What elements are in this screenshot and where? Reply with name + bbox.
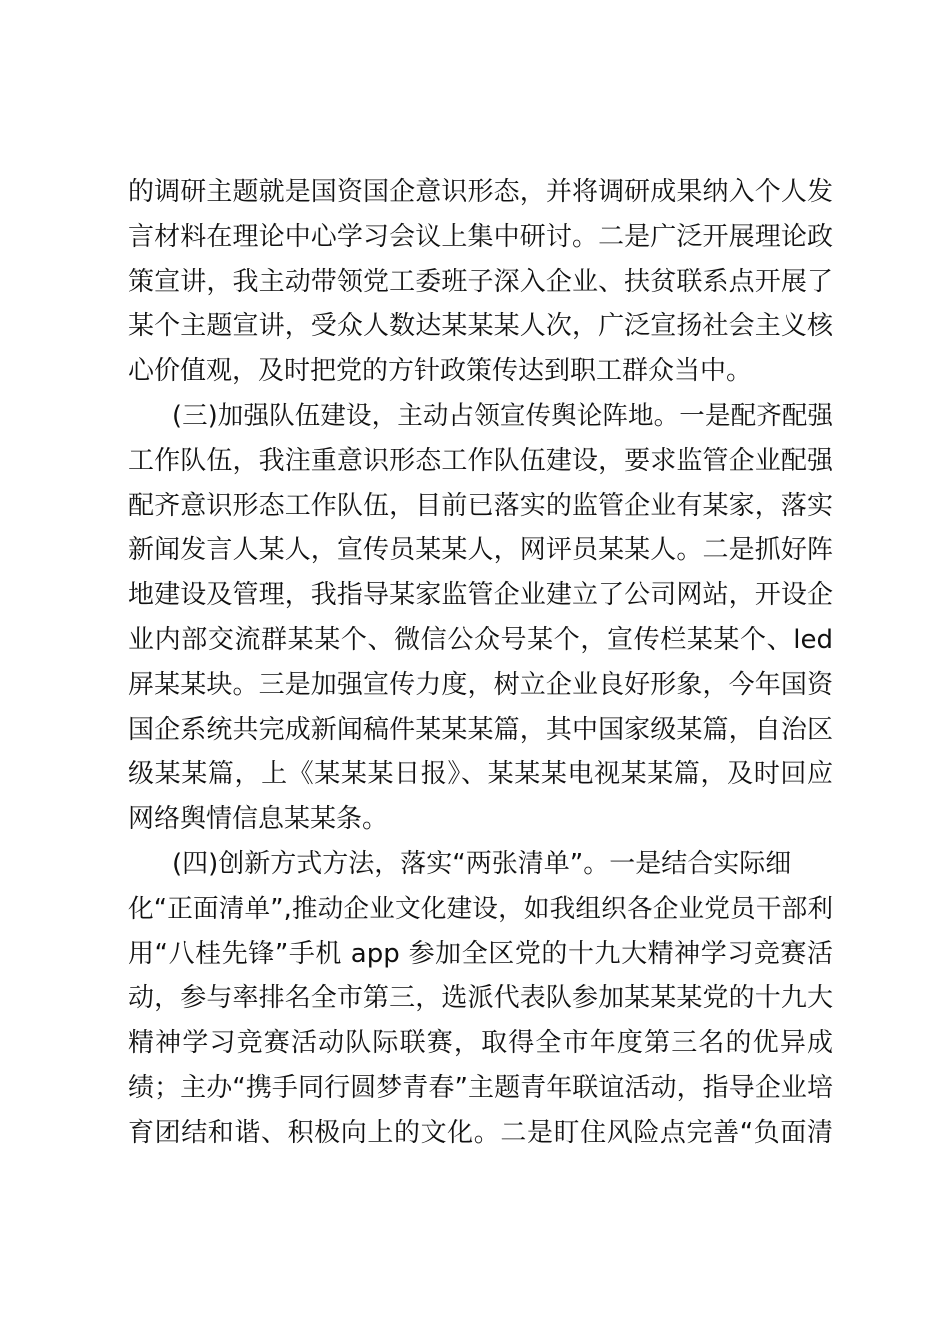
text-line: 某个主题宣讲，受众人数达某某某人次，广泛宣扬社会主义核 [128, 311, 833, 342]
text-line: 新闻发言人某人，宣传员某某人，网评员某某人。二是抓好阵 [128, 535, 833, 566]
section-heading-line: (三)加强队伍建设，主动占领宣传舆论阵地。一是配齐配强 [172, 400, 833, 431]
text-line: 工作队伍，我注重意识形态工作队伍建设，要求监管企业配强 [128, 445, 833, 476]
text-line: 言材料在理论中心学习会议上集中研讨。二是广泛开展理论政 [128, 221, 833, 252]
section-heading-line: (四)创新方式方法，落实“两张清单”。一是结合实际细 [172, 848, 792, 879]
text-line: 育团结和谐、积极向上的文化。二是盯住风险点完善“负面清 [128, 1117, 833, 1148]
text-line: 精神学习竞赛活动队际联赛，取得全市年度第三名的优异成 [128, 1028, 833, 1059]
body-text [128, 170, 833, 1156]
text-line: 业内部交流群某某个、微信公众号某个，宣传栏某某个、led [128, 624, 833, 655]
text-line: 地建设及管理，我指导某家监管企业建立了公司网站，开设企 [128, 580, 833, 611]
text-line: 网络舆情信息某某条。 [128, 804, 389, 835]
text-line: 级某某篇，上《某某某日报》、某某某电视某某篇，及时回应 [128, 759, 833, 790]
text-line: 国企系统共完成新闻稿件某某某篇，其中国家级某篇，自治区 [128, 714, 833, 745]
text-line: 配齐意识形态工作队伍，目前已落实的监管企业有某家，落实 [128, 490, 833, 521]
text-line: 心价值观，及时把党的方针政策传达到职工群众当中。 [128, 356, 753, 387]
text-line: 绩；主办“携手同行圆梦青春”主题青年联谊活动，指导企业培 [128, 1072, 833, 1103]
text-line: 用“八桂先锋”手机 app 参加全区党的十九大精神学习竞赛活 [128, 938, 833, 969]
text-line: 屏某某块。三是加强宣传力度，树立企业良好形象，今年国资 [128, 669, 833, 700]
text-line: 动，参与率排名全市第三，选派代表队参加某某某党的十九大 [128, 983, 833, 1014]
text-line: 化“正面清单”,推动企业文化建设，如我组织各企业党员干部利 [128, 893, 833, 924]
text-line: 的调研主题就是国资国企意识形态，并将调研成果纳入个人发 [128, 177, 833, 207]
text-line: 策宣讲，我主动带领党工委班子深入企业、扶贫联系点开展了 [128, 266, 833, 297]
